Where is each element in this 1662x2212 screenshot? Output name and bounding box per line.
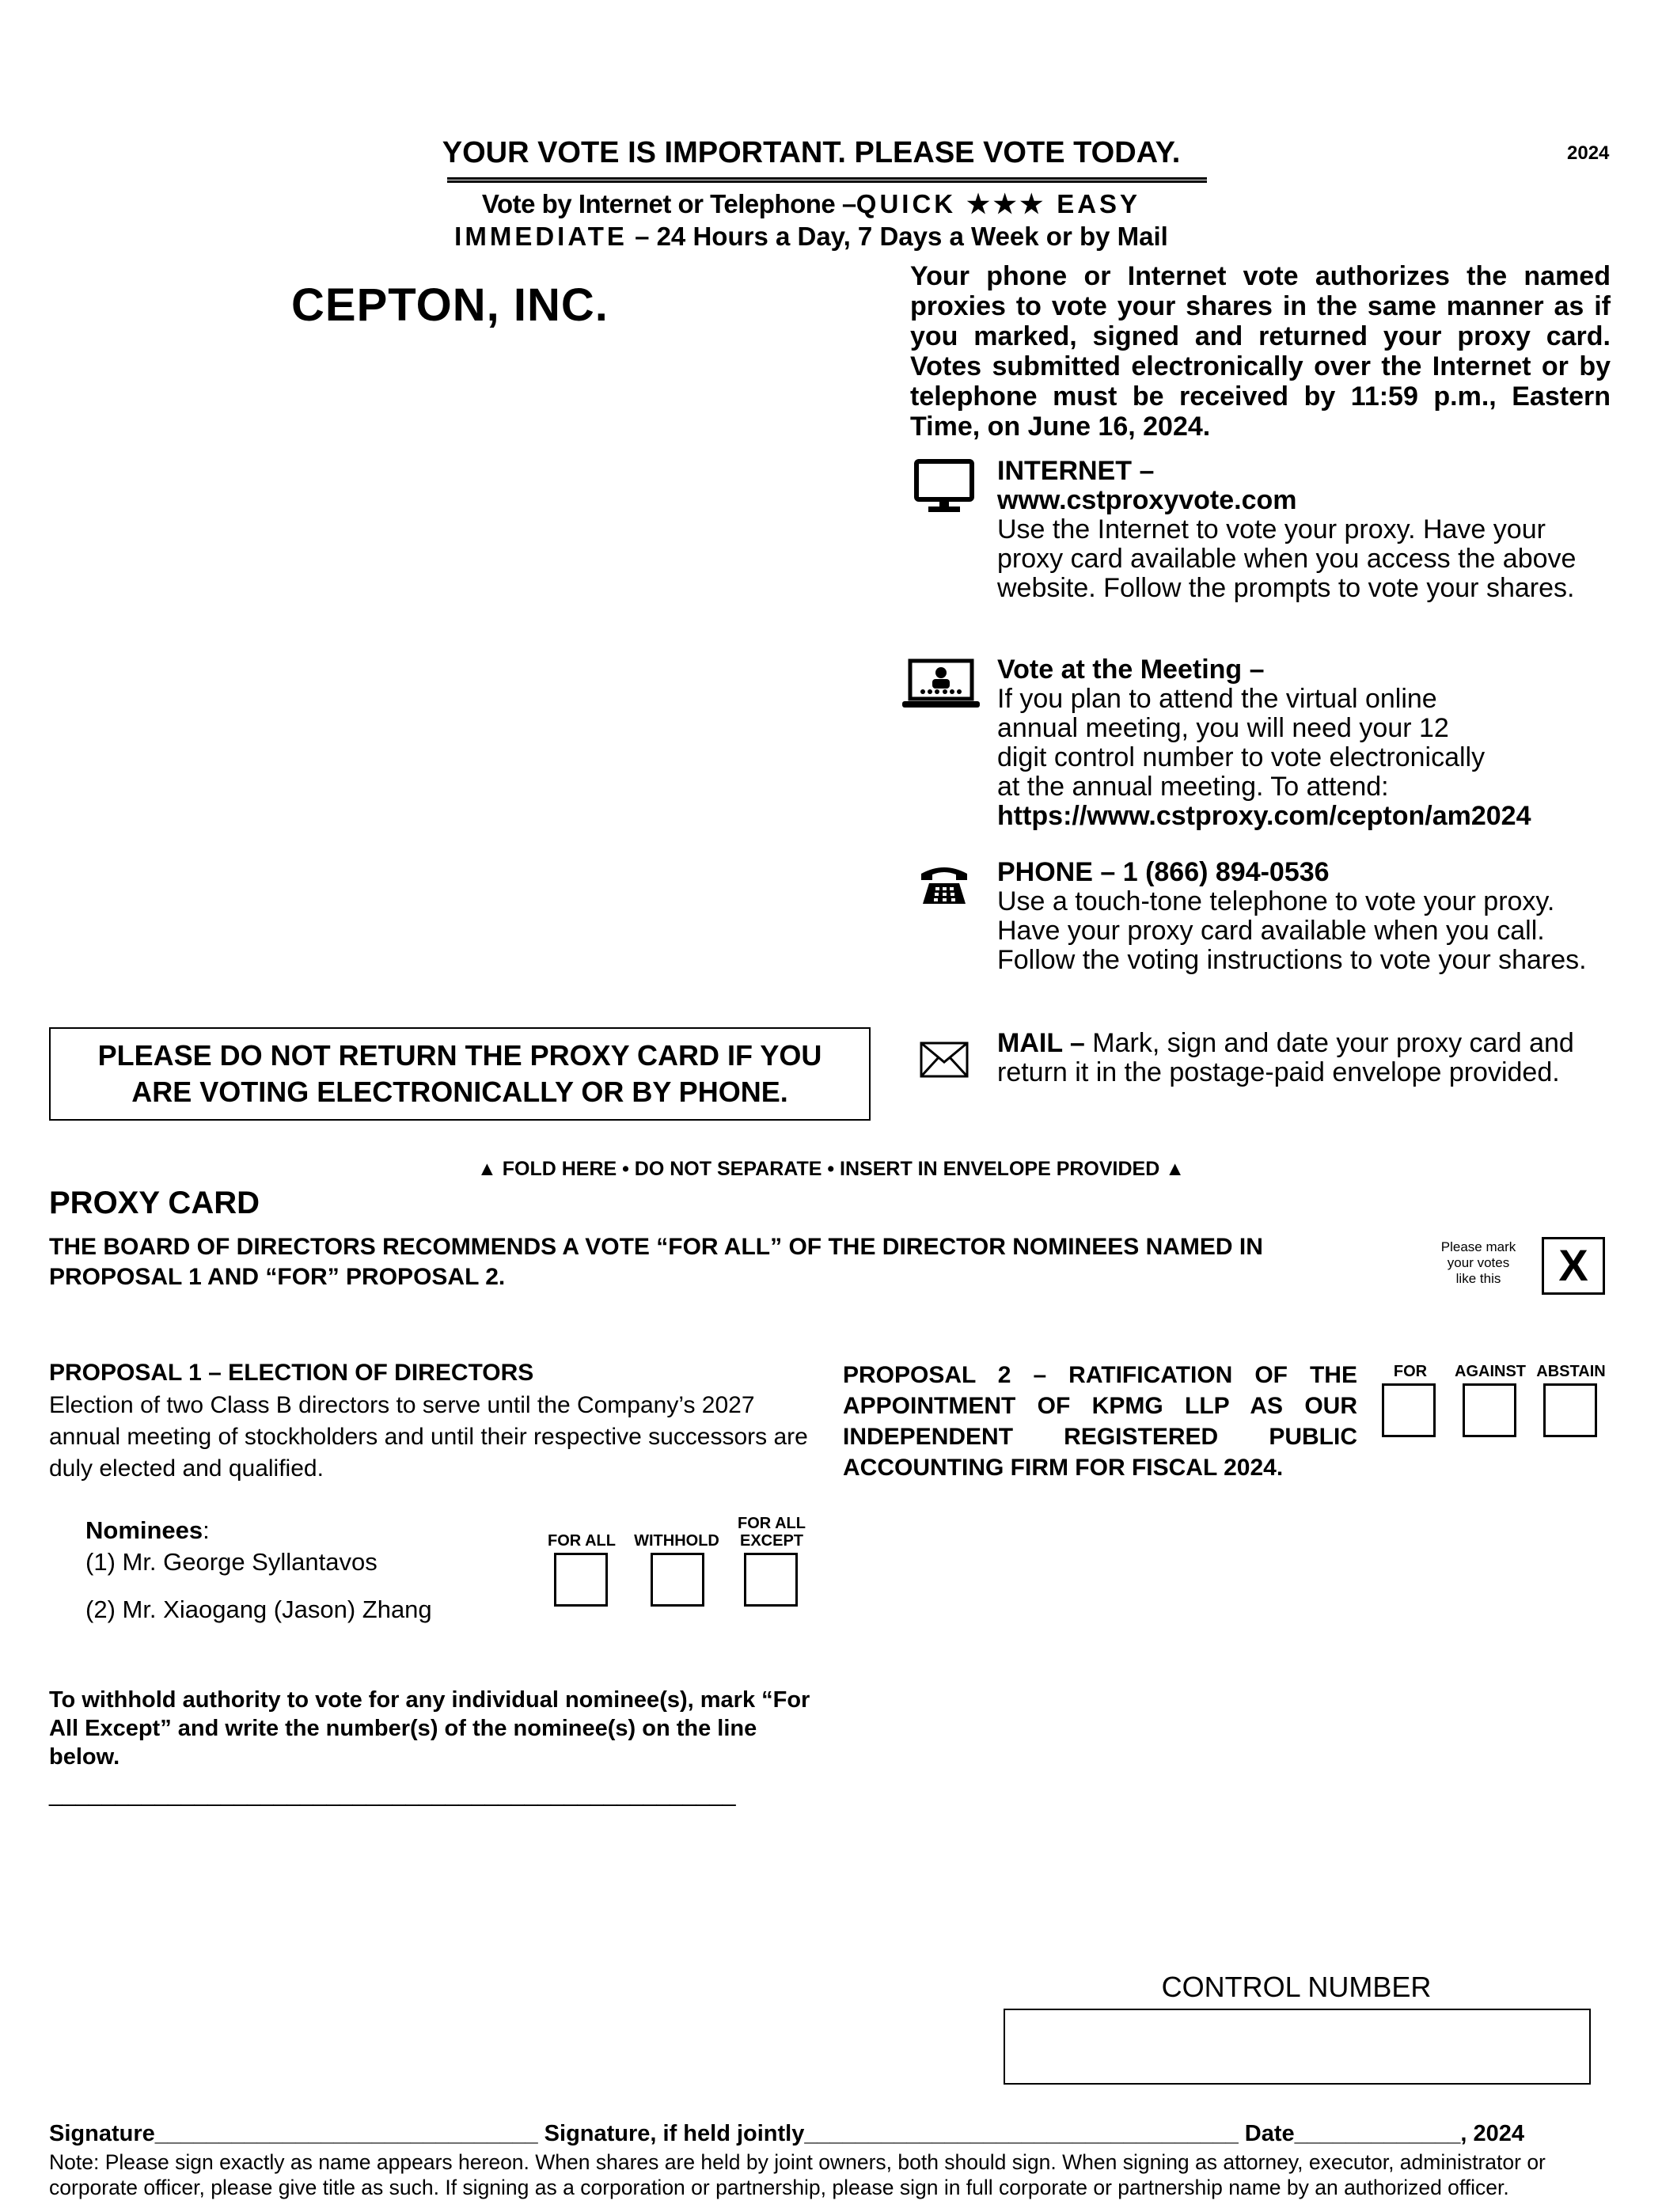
vote-methods-line-2 bbox=[364, 222, 1258, 252]
vote-methods-line-1a: Vote by Internet or Telephone – bbox=[481, 189, 856, 218]
checkbox-abstain[interactable] bbox=[1543, 1383, 1597, 1437]
vote-methods-line-1 bbox=[364, 188, 1258, 219]
joint-signature-label: Signature, if held jointly bbox=[544, 2121, 805, 2146]
meeting-title: Vote at the Meeting – bbox=[997, 654, 1265, 685]
option-label-abstain: ABSTAIN bbox=[1536, 1363, 1606, 1380]
meeting-url[interactable]: https://www.cstproxy.com/cepton/am2024 bbox=[997, 801, 1531, 831]
signature-label: Signature bbox=[49, 2121, 155, 2146]
date-label: Date bbox=[1244, 2121, 1295, 2146]
mark-hint: Please mark your votes like this bbox=[1440, 1239, 1516, 1286]
date-line[interactable]: _____________ bbox=[1294, 2121, 1461, 2146]
phone-title: PHONE – 1 (866) 894-0536 bbox=[997, 857, 1330, 887]
phone-block bbox=[997, 858, 1622, 975]
checkbox-against[interactable] bbox=[1463, 1383, 1516, 1437]
option-label-for-all: FOR ALL bbox=[548, 1532, 616, 1550]
laptop-meeting-icon bbox=[901, 658, 981, 711]
monitor-icon bbox=[914, 459, 974, 514]
vote-methods-line-1b: QUICK ★★★ EASY bbox=[856, 189, 1141, 218]
nominees-label-row: Nominees: bbox=[85, 1516, 210, 1544]
nominees-section bbox=[85, 1515, 432, 1626]
internet-text: Use the Internet to vote your proxy. Have your proxy card available when you access the above website. Follow the prompts to vote your shares. bbox=[997, 514, 1577, 603]
checkbox-withhold[interactable] bbox=[651, 1553, 704, 1607]
nominee-1: (1) Mr. George Syllantavos bbox=[85, 1548, 378, 1576]
envelope-icon bbox=[920, 1041, 969, 1078]
control-number-label: CONTROL NUMBER bbox=[1161, 1971, 1432, 2003]
signature-line[interactable]: ______________________________ bbox=[154, 2121, 538, 2146]
signature-note: Note: Please sign exactly as name appears hereon. When shares are held by joint owners, both should sign. When signing as attorney, executor, administrator or corporate officer, please give title as such. If signing as a corporation or partnership, please sign in full corporate or partnership name by an authorized officer. bbox=[49, 2150, 1546, 2199]
fold-instruction: ▲ FOLD HERE • DO NOT SEPARATE • INSERT IN ENVELOPE PROVIDED ▲ bbox=[477, 1158, 1185, 1180]
internet-block bbox=[997, 457, 1615, 603]
checkbox-for-all[interactable] bbox=[554, 1553, 608, 1607]
date-year: , 2024 bbox=[1460, 2121, 1524, 2146]
meeting-text: If you plan to attend the virtual online annual meeting, you will need your 12 digit control number to vote electronically at the annual meeting. To attend: bbox=[997, 684, 1486, 802]
telephone-icon bbox=[918, 863, 970, 907]
checkbox-for-all-except[interactable] bbox=[744, 1553, 798, 1607]
checkbox-for[interactable] bbox=[1382, 1383, 1436, 1437]
year: 2024 bbox=[1567, 142, 1610, 164]
proposal1-title: PROPOSAL 1 – ELECTION OF DIRECTORS bbox=[49, 1360, 534, 1386]
proposal2-title: PROPOSAL 2 – RATIFICATION OF THE APPOINTMENT OF KPMG LLP AS OUR INDEPENDENT REGISTERED PUBLIC ACCOUNTING FIRM FOR FISCAL 2024. bbox=[843, 1362, 1357, 1481]
authorization-text: Your phone or Internet vote authorizes the named proxies to vote your shares in the same manner as if you marked, signed and returned your proxy card. Votes submitted electronically over the Internet or by telephone must be received by 11:59 p.m., Eastern Time, on June 16, 2024. bbox=[910, 261, 1611, 442]
nominee-2: (2) Mr. Xiaogang (Jason) Zhang bbox=[85, 1595, 432, 1623]
option-label-withhold: WITHHOLD bbox=[634, 1532, 719, 1550]
mail-block bbox=[997, 1029, 1615, 1087]
proposal1-description: Election of two Class B directors to serve until the Company’s 2027 annual meeting of stockholders and until their respective successors are duly elected and qualified. bbox=[49, 1392, 808, 1482]
proxy-card-title: PROXY CARD bbox=[49, 1186, 260, 1220]
meeting-block bbox=[997, 655, 1615, 831]
vote-methods-line-2b: – 24 Hours a Day, 7 Days a Week or by Mail bbox=[635, 222, 1168, 251]
phone-text: Use a touch-tone telephone to vote your proxy. Have your proxy card available when you call. Follow the voting instructions to vote your shares. bbox=[997, 886, 1587, 975]
nominees-label: Nominees bbox=[85, 1516, 203, 1544]
vote-methods-line-2a: IMMEDIATE bbox=[454, 222, 628, 251]
joint-signature-line[interactable]: __________________________________ bbox=[804, 2121, 1239, 2146]
mail-title: MAIL – bbox=[997, 1028, 1085, 1058]
mail-text: Mark, sign and date your proxy card and return it in the postage-paid envelope provided. bbox=[997, 1028, 1574, 1087]
do-not-return-text: PLEASE DO NOT RETURN THE PROXY CARD IF YOU ARE VOTING ELECTRONICALLY OR BY PHONE. bbox=[97, 1039, 822, 1108]
internet-title: INTERNET – bbox=[997, 456, 1155, 486]
mark-sample: X bbox=[1558, 1240, 1588, 1290]
withhold-instructions: To withhold authority to vote for any individual nominee(s), mark “For All Except” and write the number(s) of the nominee(s) on the line below. bbox=[49, 1687, 810, 1770]
option-label-for: FOR bbox=[1393, 1363, 1428, 1380]
board-recommendation: THE BOARD OF DIRECTORS RECOMMENDS A VOTE “FOR ALL” OF THE DIRECTOR NOMINEES NAMED IN PROPOSAL 1 AND “FOR” PROPOSAL 2. bbox=[49, 1234, 1263, 1290]
internet-url[interactable]: www.cstproxyvote.com bbox=[997, 485, 1297, 515]
mark-sample-box bbox=[1542, 1237, 1605, 1295]
signature-row bbox=[49, 2121, 1616, 2147]
option-label-against: AGAINST bbox=[1455, 1363, 1526, 1380]
option-label-for-all-except: FOR ALL EXCEPT bbox=[738, 1515, 806, 1550]
nominee-write-in-line[interactable]: ____________________________________________________ bbox=[49, 1781, 736, 1807]
headline: YOUR VOTE IS IMPORTANT. PLEASE VOTE TODAY. bbox=[442, 136, 1181, 169]
company-name: CEPTON, INC. bbox=[291, 279, 609, 331]
headline-double-rule bbox=[447, 177, 1207, 183]
control-number-field[interactable] bbox=[1004, 2009, 1591, 2085]
do-not-return-notice bbox=[49, 1027, 871, 1121]
